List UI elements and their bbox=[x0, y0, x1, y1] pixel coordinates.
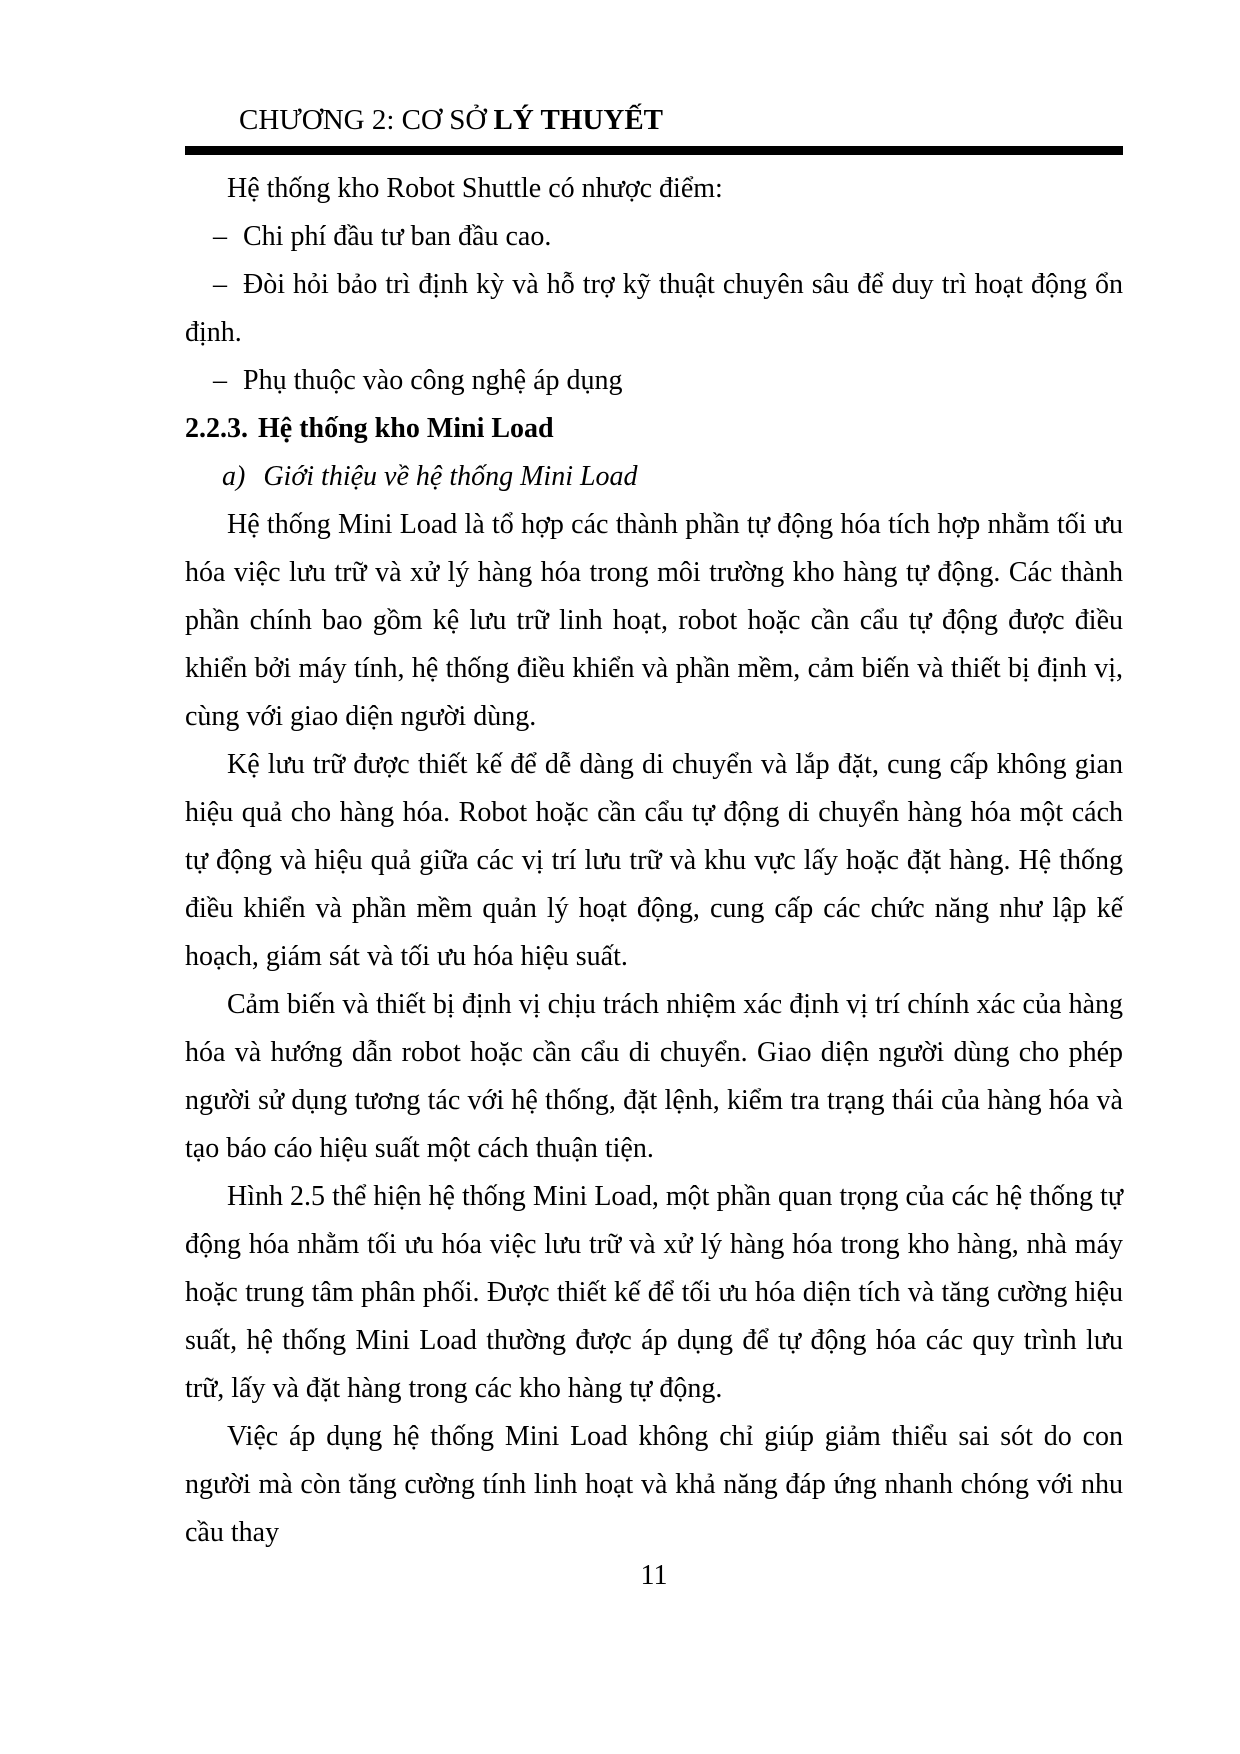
page-number: 11 bbox=[640, 1560, 668, 1591]
paragraph: Cảm biến và thiết bị định vị chịu trách nhiệm xác định vị trí chính xác của hàng hóa và hướng dẫn robot hoặc cần cẩu di chuyển. Giao diện người dùng cho phép người sử dụng tương tác với hệ thống, đặt lệnh, kiểm tra trạng thái của hàng hóa và tạo báo cáo hiệu suất một cách thuận tiện. bbox=[185, 989, 1123, 1164]
subsection-heading bbox=[185, 453, 1123, 501]
list-dash: – bbox=[213, 221, 227, 252]
section-title: Hệ thống kho Mini Load bbox=[258, 413, 554, 444]
subsection-label: a) bbox=[222, 461, 246, 492]
section-number: 2.2.3. bbox=[185, 413, 248, 444]
body-text bbox=[185, 165, 1123, 1557]
intro-paragraph: Hệ thống kho Robot Shuttle có nhược điểm: bbox=[227, 173, 723, 204]
section-heading bbox=[185, 405, 1123, 453]
chapter-title-bold: LÝ THUYẾT bbox=[493, 104, 664, 136]
paragraph: Kệ lưu trữ được thiết kế để dễ dàng di chuyển và lắp đặt, cung cấp không gian hiệu quả cho hàng hóa. Robot hoặc cần cẩu tự động di chuyển hàng hóa một cách tự động và hiệu quả giữa các vị trí lưu trữ và khu vực lấy hoặc đặt hàng. Hệ thống điều khiển và phần mềm quản lý hoạt động, cung cấp các chức năng như lập kế hoạch, giám sát và tối ưu hóa hiệu suất. bbox=[185, 749, 1123, 972]
chapter-divider-rule bbox=[185, 146, 1123, 155]
list-item-text: Phụ thuộc vào công nghệ áp dụng bbox=[243, 365, 623, 396]
list-item bbox=[185, 261, 1123, 357]
subsection-title: Giới thiệu về hệ thống Mini Load bbox=[263, 461, 638, 492]
paragraph: Hệ thống Mini Load là tổ hợp các thành phần tự động hóa tích hợp nhằm tối ưu hóa việc lưu trữ và xử lý hàng hóa trong môi trường kho hàng tự động. Các thành phần chính bao gồm kệ lưu trữ linh hoạt, robot hoặc cần cẩu tự động được điều khiển bởi máy tính, hệ thống điều khiển và phần mềm, cảm biến và thiết bị định vị, cùng với giao diện người dùng. bbox=[185, 509, 1123, 732]
list-item bbox=[185, 357, 1123, 405]
list-item bbox=[185, 213, 1123, 261]
list-item-text: Chi phí đầu tư ban đầu cao. bbox=[243, 221, 552, 252]
list-dash: – bbox=[213, 269, 227, 300]
paragraph: Hình 2.5 thể hiện hệ thống Mini Load, một phần quan trọng của các hệ thống tự động hóa nhằm tối ưu hóa việc lưu trữ và xử lý hàng hóa trong kho hàng, nhà máy hoặc trung tâm phân phối. Được thiết kế để tối ưu hóa diện tích và tăng cường hiệu suất, hệ thống Mini Load thường được áp dụng để tự động hóa các quy trình lưu trữ, lấy và đặt hàng trong các kho hàng tự động. bbox=[185, 1181, 1123, 1404]
chapter-running-head bbox=[239, 100, 1123, 140]
paragraph: Việc áp dụng hệ thống Mini Load không chỉ giúp giảm thiểu sai sót do con người mà còn tăng cường tính linh hoạt và khả năng đáp ứng nhanh chóng với nhu cầu thay bbox=[185, 1421, 1123, 1548]
list-item-text: Đòi hỏi bảo trì định kỳ và hỗ trợ kỹ thuật chuyên sâu để duy trì hoạt động ổn định. bbox=[185, 269, 1123, 348]
list-dash: – bbox=[213, 365, 227, 396]
text-column bbox=[185, 0, 1123, 1557]
chapter-title-regular: CHƯƠNG 2: CƠ SỞ bbox=[239, 104, 494, 136]
